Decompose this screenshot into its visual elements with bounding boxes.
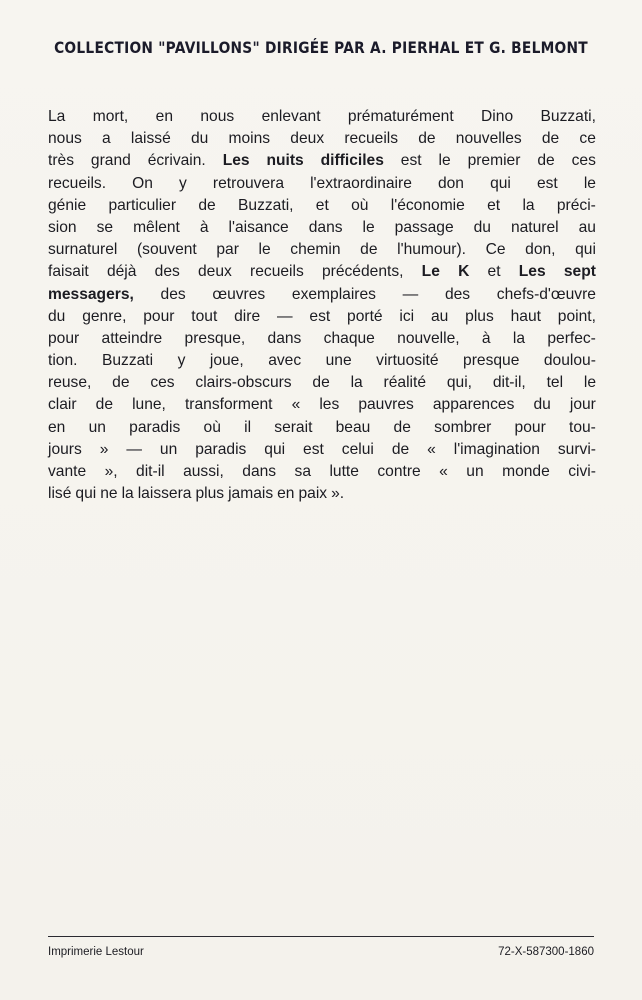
text-line: clair de lune, transforment « les pauvres apparences du jour bbox=[48, 396, 596, 414]
text-line: messagers, des œuvres exemplaires — des chefs-d'œuvre bbox=[48, 285, 596, 303]
blurb-text bbox=[48, 106, 596, 505]
text-line: en un paradis où il serait beau de sombrer pour tou- bbox=[48, 418, 596, 436]
text-line: génie particulier de Buzzati, et où l'économie et la préci- bbox=[48, 196, 596, 214]
printer-name: Imprimerie Lestour bbox=[48, 946, 144, 958]
publication-code: 72-X-587300-1860 bbox=[498, 946, 594, 958]
text-line: La mort, en nous enlevant prématurément Dino Buzzati, bbox=[48, 108, 596, 125]
text-line: sion se mêlent à l'aisance dans le passage du naturel au bbox=[48, 218, 596, 236]
text-line: vante », dit-il aussi, dans sa lutte contre « un monde civi- bbox=[48, 463, 596, 480]
text-line: nous a laissé du moins deux recueils de nouvelles de ce bbox=[48, 130, 596, 148]
text-line: tion. Buzzati y joue, avec une virtuosité presque doulou- bbox=[48, 352, 596, 370]
text-line: faisait déjà des deux recueils précédents, Le K et Les sept bbox=[48, 263, 596, 281]
text-line: très grand écrivain. Les nuits difficiles est le premier de ces bbox=[48, 152, 596, 170]
collection-header: COLLECTION "PAVILLONS" DIRIGÉE PAR A. PIERHAL ET G. BELMONT bbox=[54, 38, 588, 57]
text-line: jours » — un paradis qui est celui de « l'imagination survi- bbox=[48, 440, 596, 458]
text-line: pour atteindre presque, dans chaque nouvelle, à la perfec- bbox=[48, 329, 596, 347]
text-line: recueils. On y retrouvera l'extraordinaire don qui est le bbox=[48, 174, 596, 192]
text-line: du genre, pour tout dire — est porté ici au plus haut point, bbox=[48, 307, 596, 325]
footer-divider bbox=[48, 936, 594, 937]
text-line: reuse, de ces clairs-obscurs de la réalité qui, dit-il, tel le bbox=[48, 374, 596, 392]
text-line: surnaturel (souvent par le chemin de l'humour). Ce don, qui bbox=[48, 241, 596, 259]
text-line: lisé qui ne la laissera plus jamais en paix ». bbox=[48, 485, 345, 503]
